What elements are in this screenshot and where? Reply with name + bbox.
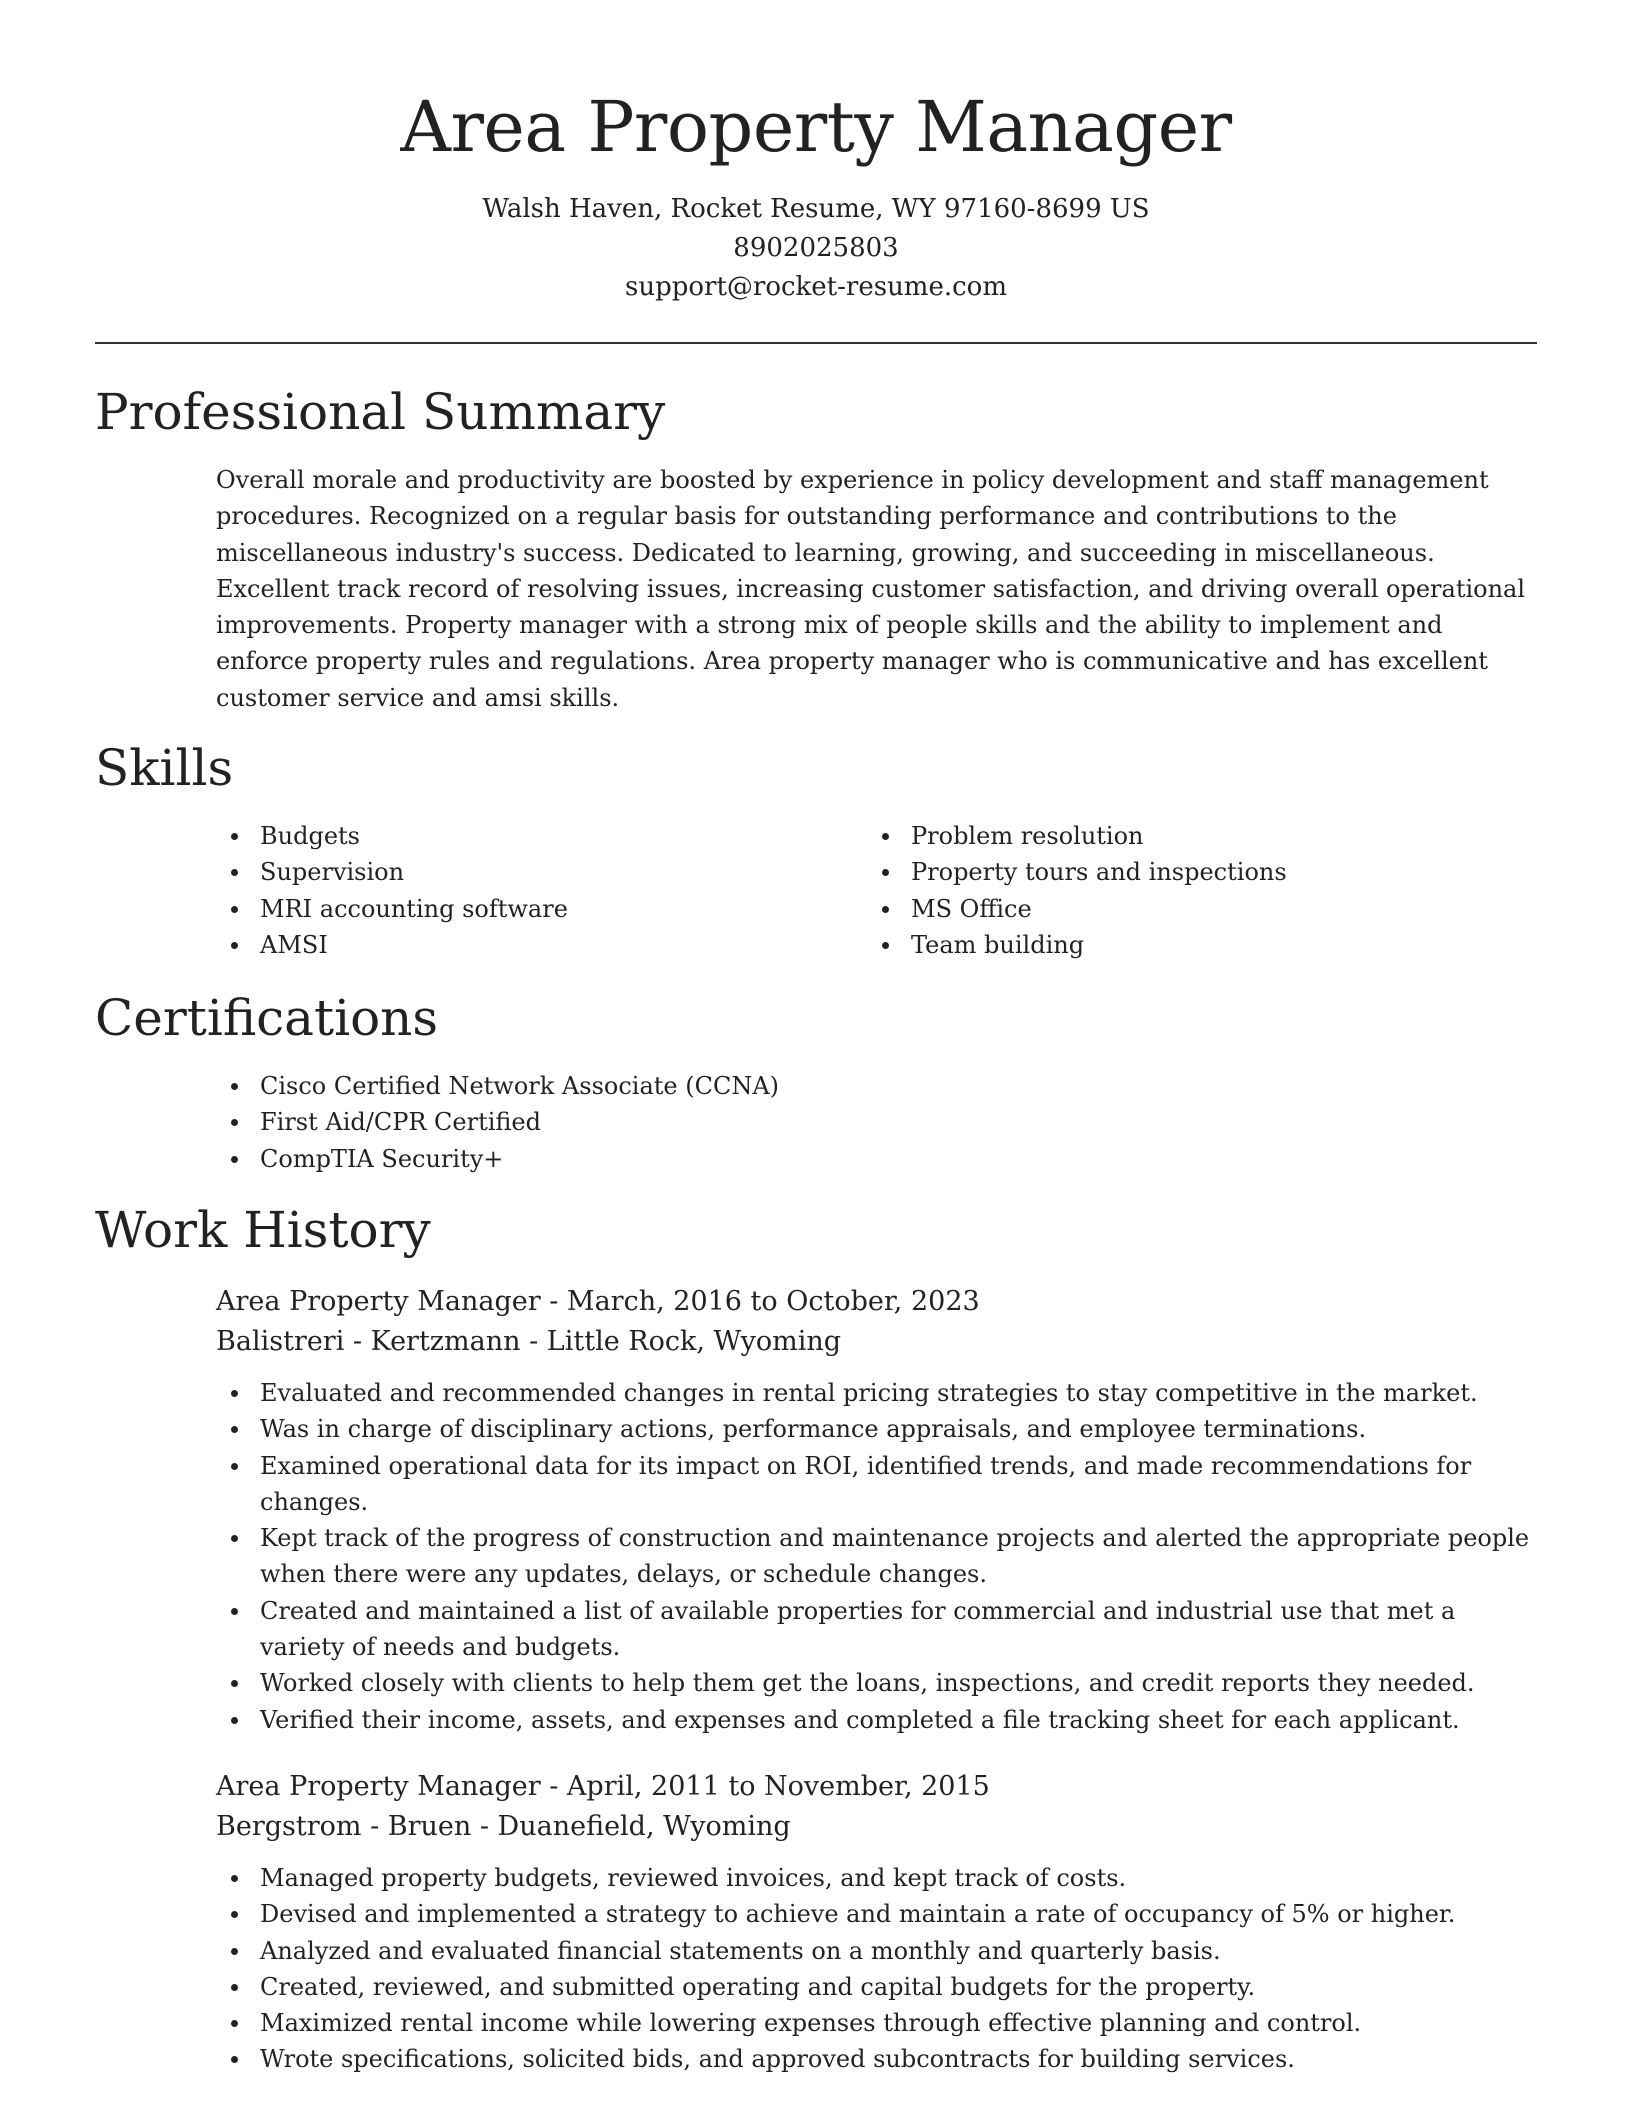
contact-email: support@rocket-resume.com: [624, 272, 1007, 302]
resume-name: Area Property Manager: [400, 86, 1232, 168]
skill-item: Supervision: [216, 854, 856, 890]
skills-list-left: [216, 818, 856, 963]
job-bullet: Worked closely with clients to help them get the loans, inspections, and credit reports they needed.: [216, 1665, 1537, 1701]
job-bullet: Kept track of the progress of construction and maintenance projects and alerted the appropriate people when there were any updates, delays, or schedule changes.: [216, 1520, 1537, 1593]
skill-item: Property tours and inspections: [867, 854, 1537, 890]
job-company-line: Bergstrom - Bruen - Duanefield, Wyoming: [216, 1811, 791, 1842]
skill-item: Problem resolution: [867, 818, 1537, 854]
section-title-summary: Professional Summary: [95, 383, 666, 441]
job-bullet: Managed property budgets, reviewed invoices, and kept track of costs.: [216, 1860, 1537, 1896]
contact-block: [95, 190, 1537, 307]
skill-item: Budgets: [216, 818, 856, 854]
contact-address: Walsh Haven, Rocket Resume, WY 97160-8699 US: [482, 194, 1150, 224]
job-bullet: Maximized rental income while lowering expenses through effective planning and control.: [216, 2005, 1537, 2041]
job-bullet: Analyzed and evaluated financial statements on a monthly and quarterly basis.: [216, 1933, 1537, 1969]
job-bullet-list: [216, 1375, 1537, 1738]
skill-item: MRI accounting software: [216, 891, 856, 927]
skill-item: Team building: [867, 927, 1537, 963]
section-title-certifications: Certifications: [95, 989, 439, 1047]
job-bullet-list: [216, 1860, 1537, 2078]
skill-item: AMSI: [216, 927, 856, 963]
job-bullet: Wrote specifications, solicited bids, and approved subcontracts for building services.: [216, 2041, 1537, 2077]
section-title-skills: Skills: [95, 739, 234, 797]
job-title-line: Area Property Manager - April, 2011 to November, 2015: [216, 1771, 990, 1802]
section-title-work-history: Work History: [95, 1201, 431, 1259]
summary-text: Overall morale and productivity are boosted by experience in policy development and staff management procedures. Recognized on a regular basis for outstanding performance and contributions to the miscellaneous industry's success. Dedicated to learning, growing, and succeeding in miscellaneous. Excellent track record of resolving issues, increasing customer satisfaction, and driving overall operational improvements. Property manager with a strong mix of people skills and the ability to implement and enforce property rules and regulations. Area property manager who is communicative and has excellent customer service and amsi skills.: [216, 466, 1526, 712]
certification-item: Cisco Certified Network Associate (CCNA): [216, 1068, 1537, 1104]
header-divider: [95, 342, 1537, 344]
certification-item: CompTIA Security+: [216, 1141, 1537, 1177]
job-bullet: Verified their income, assets, and expenses and completed a file tracking sheet for each applicant.: [216, 1702, 1537, 1738]
contact-phone: 8902025803: [733, 233, 899, 263]
skill-item: MS Office: [867, 891, 1537, 927]
job-bullet: Devised and implemented a strategy to achieve and maintain a rate of occupancy of 5% or higher.: [216, 1896, 1537, 1932]
job-bullet: Created and maintained a list of available properties for commercial and industrial use that met a variety of needs and budgets.: [216, 1593, 1537, 1666]
job-title-line: Area Property Manager - March, 2016 to October, 2023: [216, 1286, 980, 1317]
job-bullet: Was in charge of disciplinary actions, performance appraisals, and employee terminations.: [216, 1411, 1537, 1447]
job-company-line: Balistreri - Kertzmann - Little Rock, Wyoming: [216, 1326, 842, 1357]
certifications-list: [216, 1068, 1537, 1177]
job-bullet: Evaluated and recommended changes in rental pricing strategies to stay competitive in the market.: [216, 1375, 1537, 1411]
job-bullet: Examined operational data for its impact on ROI, identified trends, and made recommendations for changes.: [216, 1448, 1537, 1521]
certification-item: First Aid/CPR Certified: [216, 1104, 1537, 1140]
skills-list-right: [867, 818, 1537, 963]
job-bullet: Created, reviewed, and submitted operating and capital budgets for the property.: [216, 1969, 1537, 2005]
